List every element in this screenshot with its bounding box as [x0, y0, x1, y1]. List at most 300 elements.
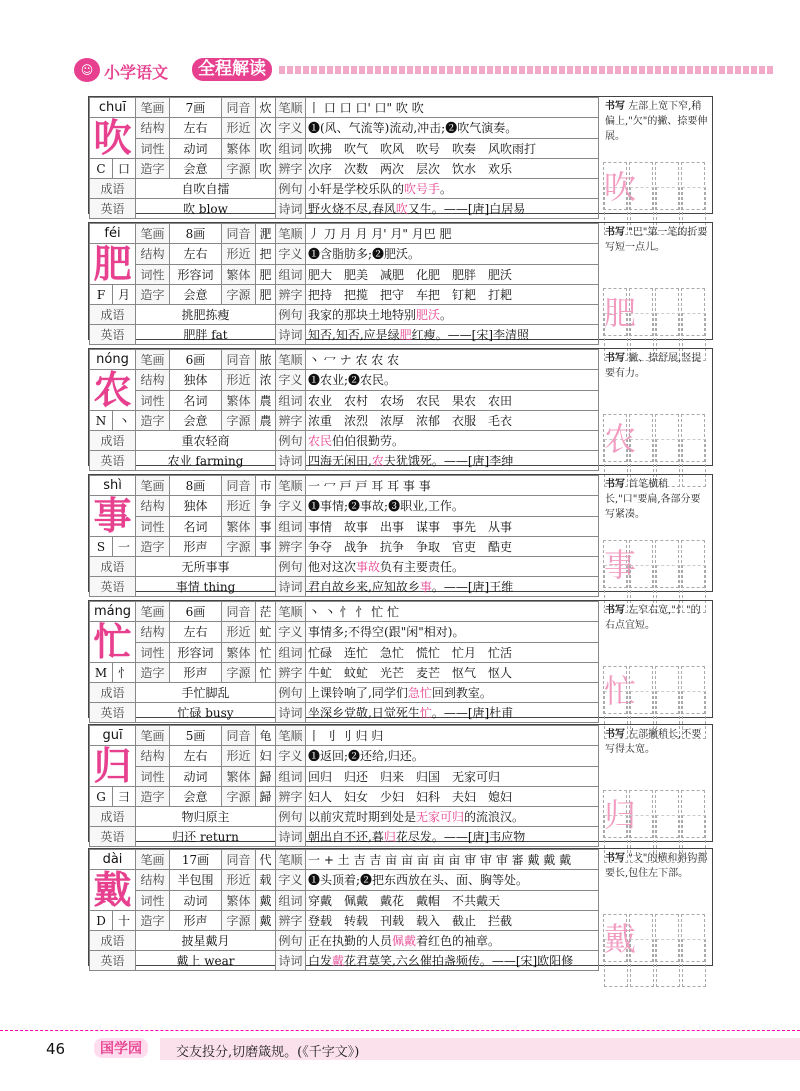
label-words: 组词 — [276, 138, 306, 159]
poem-line: 知否,知否,应是绿肥红瘦。——[宋]李清照 — [306, 325, 599, 345]
practice-boxes[interactable] — [603, 666, 709, 714]
label-source: 字源 — [222, 159, 256, 179]
series-title: 小学语文 — [104, 63, 169, 82]
value-order: 一 + 土 吉 吉 亩 亩 亩 亩 亩 审 审 审 審 戴 戴 戴 — [306, 850, 599, 870]
value-structure: 左右 — [170, 746, 222, 767]
label-order: 笔顺 — [276, 224, 306, 244]
label-example: 例句 — [276, 305, 306, 325]
value-similar: 次 — [256, 118, 276, 139]
label-similar: 形近 — [222, 244, 256, 265]
value-similar: 浓 — [256, 370, 276, 391]
label-english: 英语 — [90, 199, 136, 219]
label-english: 英语 — [90, 451, 136, 471]
label-distinguish: 辨字 — [276, 787, 306, 807]
pinyin: nóng — [90, 350, 136, 370]
label-source: 字源 — [222, 787, 256, 807]
writing-panel — [601, 725, 711, 840]
english: 归还 return — [136, 827, 276, 847]
label-idiom: 成语 — [90, 931, 136, 951]
idiom: 物归原主 — [136, 807, 276, 827]
writing-tip: 书写 首笔横稍长,"口"要扁,各部分要写紧凑。 — [605, 479, 701, 520]
example-sentence: 我家的那块土地特别肥沃。 — [306, 305, 599, 325]
value-meaning: ❶头顶着;❷把东西放在头、面、胸等处。 — [306, 870, 599, 891]
writing-tip: 书写 左部上宽下窄,稍偏上,"欠"的撇、捺要伸展。 — [605, 101, 708, 142]
value-make: 形声 — [170, 537, 222, 557]
example-sentence: 他对这次事故负有主要责任。 — [306, 557, 599, 577]
value-meaning: ❶事情;❷事故;❸职业,工作。 — [306, 496, 599, 517]
main-character: 归 — [93, 745, 132, 787]
label-distinguish: 辨字 — [276, 411, 306, 431]
label-example: 例句 — [276, 931, 306, 951]
label-example: 例句 — [276, 807, 306, 827]
poem-highlight: 农 — [371, 454, 384, 468]
radical: 丶 — [113, 411, 136, 431]
label-trad: 繁体 — [222, 390, 256, 411]
example-sentence: 小轩是学校乐队的吹号手。 — [306, 179, 599, 199]
mascot-icon: ☺ — [74, 58, 100, 82]
label-strokes: 笔画 — [136, 602, 170, 622]
char-card — [88, 474, 713, 592]
label-poem: 诗词 — [276, 827, 306, 847]
value-strokes: 8画 — [170, 224, 222, 244]
value-words: 吹拂 吹气 吹风 吹号 吹奏 风吹雨打 — [306, 138, 599, 159]
label-example: 例句 — [276, 683, 306, 703]
value-strokes: 5画 — [170, 726, 222, 746]
poem-line: 君自故乡来,应知故乡事。——[唐]王维 — [306, 577, 599, 597]
poem-line: 朝出自不还,暮归花尽发。——[唐]韦应物 — [306, 827, 599, 847]
radical: 彐 — [113, 787, 136, 807]
value-similar: 妇 — [256, 746, 276, 767]
value-trad: 農 — [256, 390, 276, 411]
char-card — [88, 222, 713, 340]
label-trad: 繁体 — [222, 642, 256, 663]
value-pos: 动词 — [170, 766, 222, 787]
value-similar: 把 — [256, 244, 276, 265]
label-meaning: 字义 — [276, 118, 306, 139]
index-letter: G — [90, 787, 113, 807]
example-highlight: 事故 — [356, 560, 381, 574]
label-source: 字源 — [222, 663, 256, 683]
label-homophone: 同音 — [222, 98, 256, 118]
main-character: 农 — [93, 369, 132, 411]
practice-boxes[interactable] — [603, 162, 709, 210]
index-letter: D — [90, 911, 113, 931]
main-character: 戴 — [93, 869, 132, 911]
label-similar: 形近 — [222, 370, 256, 391]
poem-highlight: 吹 — [395, 202, 408, 216]
trace-character: 戴 — [604, 920, 637, 958]
value-strokes: 7画 — [170, 98, 222, 118]
label-order: 笔顺 — [276, 98, 306, 118]
example-highlight: 农民 — [308, 434, 333, 448]
writing-tip: 书写 "戈"的横和斜钩都要长,包住左下部。 — [605, 853, 708, 879]
label-source: 字源 — [222, 537, 256, 557]
value-strokes: 17画 — [170, 850, 222, 870]
idiom: 挑肥拣瘦 — [136, 305, 276, 325]
poem-highlight: 肥 — [399, 328, 412, 342]
label-strokes: 笔画 — [136, 850, 170, 870]
idiom: 披星戴月 — [136, 931, 276, 951]
value-source: 吹 — [256, 159, 276, 179]
value-pos: 形容词 — [170, 642, 222, 663]
label-make: 造字 — [136, 911, 170, 931]
value-structure: 半包围 — [170, 870, 222, 891]
pinyin: máng — [90, 602, 136, 622]
value-words: 农业 农村 农场 农民 果农 农田 — [306, 390, 599, 411]
value-structure: 左右 — [170, 622, 222, 643]
value-order: 一 冖 戸 戸 耳 耳 事 事 — [306, 476, 599, 496]
value-similar: 虻 — [256, 622, 276, 643]
value-distinguish: 登载 转载 刊载 载入 截止 拦截 — [306, 911, 599, 931]
value-source: 戴 — [256, 911, 276, 931]
label-meaning: 字义 — [276, 870, 306, 891]
main-character: 肥 — [93, 243, 132, 285]
label-distinguish: 辨字 — [276, 285, 306, 305]
label-pos: 词性 — [136, 390, 170, 411]
writing-tip: 书写 左窄右宽,"忄"的右点宜短。 — [605, 605, 701, 631]
series-subtitle: 全程解读 — [192, 58, 272, 81]
char-card — [88, 96, 713, 214]
value-words: 忙碌 连忙 急忙 慌忙 忙月 忙活 — [306, 642, 599, 663]
label-idiom: 成语 — [90, 683, 136, 703]
label-words: 组词 — [276, 766, 306, 787]
char-card — [88, 348, 713, 466]
example-highlight: 肥沃 — [416, 308, 441, 322]
footer-quote: 交友投分,切磨箴规。(《千字文》) — [176, 1045, 360, 1060]
english: 肥胖 fat — [136, 325, 276, 345]
example-sentence: 正在执勤的人员佩戴着红色的袖章。 — [306, 931, 599, 951]
label-distinguish: 辨字 — [276, 159, 306, 179]
label-poem: 诗词 — [276, 451, 306, 471]
pinyin: guī — [90, 726, 136, 746]
label-similar: 形近 — [222, 496, 256, 517]
label-idiom: 成语 — [90, 807, 136, 827]
label-order: 笔顺 — [276, 350, 306, 370]
value-pos: 名词 — [170, 390, 222, 411]
practice-boxes[interactable] — [603, 914, 709, 962]
english: 吹 blow — [136, 199, 276, 219]
label-source: 字源 — [222, 411, 256, 431]
value-structure: 左右 — [170, 244, 222, 265]
label-strokes: 笔画 — [136, 350, 170, 370]
label-distinguish: 辨字 — [276, 537, 306, 557]
label-source: 字源 — [222, 285, 256, 305]
practice-boxes[interactable] — [603, 288, 709, 336]
label-meaning: 字义 — [276, 370, 306, 391]
value-words: 回归 归还 归来 归国 无家可归 — [306, 766, 599, 787]
pinyin: dài — [90, 850, 136, 870]
example-highlight: 佩戴 — [392, 934, 417, 948]
main-character: 忙 — [93, 621, 132, 663]
radical: 口 — [113, 159, 136, 179]
value-structure: 左右 — [170, 118, 222, 139]
value-meaning: ❶农业;❷农民。 — [306, 370, 599, 391]
trace-character: 肥 — [604, 294, 637, 332]
label-distinguish: 辨字 — [276, 663, 306, 683]
main-character: 吹 — [93, 117, 132, 159]
value-meaning: ❶含脂肪多;❷肥沃。 — [306, 244, 599, 265]
page-header — [74, 58, 774, 82]
label-poem: 诗词 — [276, 703, 306, 723]
writing-panel — [601, 849, 711, 964]
label-idiom: 成语 — [90, 305, 136, 325]
value-distinguish: 妇人 妇女 少妇 妇科 夫妇 媳妇 — [306, 787, 599, 807]
value-homophone: 茫 — [256, 602, 276, 622]
label-structure: 结构 — [136, 746, 170, 767]
idiom: 手忙脚乱 — [136, 683, 276, 703]
value-homophone: 淝 — [256, 224, 276, 244]
value-order: 丶 冖 ナ 农 农 农 — [306, 350, 599, 370]
label-poem: 诗词 — [276, 199, 306, 219]
label-homophone: 同音 — [222, 350, 256, 370]
index-letter: N — [90, 411, 113, 431]
trace-character: 农 — [604, 420, 637, 458]
label-structure: 结构 — [136, 244, 170, 265]
value-distinguish: 牛虻 蚊虻 光芒 麦芒 怄气 怄人 — [306, 663, 599, 683]
label-source: 字源 — [222, 911, 256, 931]
practice-boxes[interactable] — [603, 540, 709, 588]
writing-tip: 书写 撇、捺舒展,竖提要有力。 — [605, 353, 702, 379]
poem-highlight: 归 — [383, 830, 396, 844]
index-letter: M — [90, 663, 113, 683]
english: 事情 thing — [136, 577, 276, 597]
label-homophone: 同音 — [222, 850, 256, 870]
label-trad: 繁体 — [222, 264, 256, 285]
footer-logo: 国学园 — [94, 1038, 148, 1058]
label-homophone: 同音 — [222, 476, 256, 496]
label-english: 英语 — [90, 827, 136, 847]
value-homophone: 龟 — [256, 726, 276, 746]
label-order: 笔顺 — [276, 602, 306, 622]
practice-boxes[interactable] — [603, 790, 709, 838]
label-pos: 词性 — [136, 890, 170, 911]
value-distinguish: 把持 把揽 把守 车把 钉耙 打耙 — [306, 285, 599, 305]
footer-divider — [0, 1030, 800, 1031]
value-strokes: 8画 — [170, 476, 222, 496]
label-structure: 结构 — [136, 118, 170, 139]
label-words: 组词 — [276, 890, 306, 911]
label-english: 英语 — [90, 951, 136, 971]
label-trad: 繁体 — [222, 766, 256, 787]
value-make: 形声 — [170, 911, 222, 931]
poem-line: 白发戴花君莫笑,六幺催拍盏频传。——[宋]欧阳修 — [306, 951, 599, 971]
poem-highlight: 戴 — [332, 954, 345, 968]
label-idiom: 成语 — [90, 179, 136, 199]
value-words: 穿戴 佩戴 戴花 戴帽 不共戴天 — [306, 890, 599, 911]
value-source: 農 — [256, 411, 276, 431]
value-trad: 戴 — [256, 890, 276, 911]
label-similar: 形近 — [222, 870, 256, 891]
label-pos: 词性 — [136, 138, 170, 159]
value-make: 形声 — [170, 663, 222, 683]
value-source: 肥 — [256, 285, 276, 305]
char-card — [88, 600, 713, 718]
label-similar: 形近 — [222, 118, 256, 139]
value-similar: 争 — [256, 496, 276, 517]
writing-panel — [601, 223, 711, 338]
label-distinguish: 辨字 — [276, 911, 306, 931]
label-homophone: 同音 — [222, 602, 256, 622]
poem-highlight: 忙 — [419, 706, 432, 720]
page-number: 46 — [46, 1040, 66, 1058]
main-character: 事 — [93, 495, 132, 537]
label-meaning: 字义 — [276, 622, 306, 643]
value-trad: 歸 — [256, 766, 276, 787]
trace-character: 忙 — [604, 672, 637, 710]
label-order: 笔顺 — [276, 726, 306, 746]
value-pos: 动词 — [170, 138, 222, 159]
value-trad: 忙 — [256, 642, 276, 663]
label-make: 造字 — [136, 411, 170, 431]
value-homophone: 代 — [256, 850, 276, 870]
label-homophone: 同音 — [222, 726, 256, 746]
label-meaning: 字义 — [276, 746, 306, 767]
english: 农业 farming — [136, 451, 276, 471]
label-english: 英语 — [90, 577, 136, 597]
label-strokes: 笔画 — [136, 726, 170, 746]
writing-panel — [601, 97, 711, 212]
label-make: 造字 — [136, 537, 170, 557]
value-meaning: ❶(风、气流等)流动,冲击;❷吹气演奏。 — [306, 118, 599, 139]
pinyin: féi — [90, 224, 136, 244]
label-pos: 词性 — [136, 642, 170, 663]
label-poem: 诗词 — [276, 325, 306, 345]
label-trad: 繁体 — [222, 890, 256, 911]
value-distinguish: 次序 次数 两次 层次 饮水 欢乐 — [306, 159, 599, 179]
value-trad: 肥 — [256, 264, 276, 285]
poem-line: 野火烧不尽,春风吹又生。——[唐]白居易 — [306, 199, 599, 219]
value-homophone: 炊 — [256, 98, 276, 118]
label-trad: 繁体 — [222, 138, 256, 159]
char-card — [88, 724, 713, 842]
value-meaning: ❶返回;❷还给,归还。 — [306, 746, 599, 767]
value-make: 会意 — [170, 285, 222, 305]
trace-character: 吹 — [604, 168, 637, 206]
label-words: 组词 — [276, 516, 306, 537]
label-make: 造字 — [136, 663, 170, 683]
label-similar: 形近 — [222, 622, 256, 643]
value-make: 会意 — [170, 787, 222, 807]
page-footer — [0, 1030, 800, 1070]
label-meaning: 字义 — [276, 496, 306, 517]
label-structure: 结构 — [136, 496, 170, 517]
example-sentence: 以前灾荒时期到处是无家可归的流浪汉。 — [306, 807, 599, 827]
label-pos: 词性 — [136, 516, 170, 537]
label-structure: 结构 — [136, 370, 170, 391]
example-highlight: 吹号手 — [404, 182, 441, 196]
value-structure: 独体 — [170, 370, 222, 391]
index-letter: S — [90, 537, 113, 557]
label-meaning: 字义 — [276, 244, 306, 265]
label-example: 例句 — [276, 557, 306, 577]
value-strokes: 6画 — [170, 602, 222, 622]
value-trad: 吹 — [256, 138, 276, 159]
label-english: 英语 — [90, 325, 136, 345]
poem-line: 四海无闲田,农夫犹饿死。——[唐]李绅 — [306, 451, 599, 471]
label-homophone: 同音 — [222, 224, 256, 244]
idiom: 无所事事 — [136, 557, 276, 577]
value-order: 丶 丶 忄 忄 忙 忙 — [306, 602, 599, 622]
value-trad: 事 — [256, 516, 276, 537]
header-stripes — [279, 66, 774, 74]
poem-line: 坐深乡党敬,日觉死生忙。——[唐]杜甫 — [306, 703, 599, 723]
label-english: 英语 — [90, 703, 136, 723]
radical: 忄 — [113, 663, 136, 683]
label-trad: 繁体 — [222, 516, 256, 537]
label-idiom: 成语 — [90, 557, 136, 577]
writing-panel — [601, 601, 711, 716]
writing-panel — [601, 349, 711, 464]
value-order: 丨 口 口 口' 口" 吹 吹 — [306, 98, 599, 118]
label-structure: 结构 — [136, 870, 170, 891]
label-order: 笔顺 — [276, 850, 306, 870]
example-sentence: 上课铃响了,同学们急忙回到教室。 — [306, 683, 599, 703]
label-strokes: 笔画 — [136, 476, 170, 496]
value-source: 事 — [256, 537, 276, 557]
poem-highlight: 事 — [419, 580, 432, 594]
value-pos: 名词 — [170, 516, 222, 537]
value-strokes: 6画 — [170, 350, 222, 370]
value-order: 丨 刂 刂 归 归 — [306, 726, 599, 746]
label-strokes: 笔画 — [136, 98, 170, 118]
english: 戴上 wear — [136, 951, 276, 971]
example-highlight: 急忙 — [407, 686, 432, 700]
label-words: 组词 — [276, 642, 306, 663]
practice-boxes[interactable] — [603, 414, 709, 462]
label-order: 笔顺 — [276, 476, 306, 496]
label-poem: 诗词 — [276, 577, 306, 597]
pinyin: chuī — [90, 98, 136, 118]
value-words: 肥大 肥美 减肥 化肥 肥胖 肥沃 — [306, 264, 599, 285]
value-pos: 形容词 — [170, 264, 222, 285]
value-source: 歸 — [256, 787, 276, 807]
index-letter: C — [90, 159, 113, 179]
value-make: 会意 — [170, 159, 222, 179]
char-card — [88, 848, 713, 966]
label-words: 组词 — [276, 264, 306, 285]
value-homophone: 脓 — [256, 350, 276, 370]
value-source: 忙 — [256, 663, 276, 683]
index-letter: F — [90, 285, 113, 305]
example-sentence: 农民伯伯很勤劳。 — [306, 431, 599, 451]
value-similar: 载 — [256, 870, 276, 891]
label-similar: 形近 — [222, 746, 256, 767]
label-make: 造字 — [136, 285, 170, 305]
value-meaning: 事情多;不得空(跟"闲"相对)。 — [306, 622, 599, 643]
label-structure: 结构 — [136, 622, 170, 643]
writing-tip: 书写 "巴"第一笔的折要写短一点儿。 — [605, 227, 708, 253]
label-poem: 诗词 — [276, 951, 306, 971]
value-words: 事情 故事 出事 谋事 事先 从事 — [306, 516, 599, 537]
label-pos: 词性 — [136, 766, 170, 787]
label-example: 例句 — [276, 431, 306, 451]
trace-character: 事 — [604, 546, 637, 584]
idiom: 重农轻商 — [136, 431, 276, 451]
label-make: 造字 — [136, 787, 170, 807]
trace-character: 归 — [604, 796, 637, 834]
label-words: 组词 — [276, 390, 306, 411]
label-strokes: 笔画 — [136, 224, 170, 244]
value-structure: 独体 — [170, 496, 222, 517]
writing-panel — [601, 475, 711, 590]
english: 忙碌 busy — [136, 703, 276, 723]
value-distinguish: 争夺 战争 抗争 争取 官吏 酷吏 — [306, 537, 599, 557]
pinyin: shì — [90, 476, 136, 496]
label-make: 造字 — [136, 159, 170, 179]
label-pos: 词性 — [136, 264, 170, 285]
label-example: 例句 — [276, 179, 306, 199]
value-distinguish: 浓重 浓烈 浓厚 浓郁 衣服 毛衣 — [306, 411, 599, 431]
